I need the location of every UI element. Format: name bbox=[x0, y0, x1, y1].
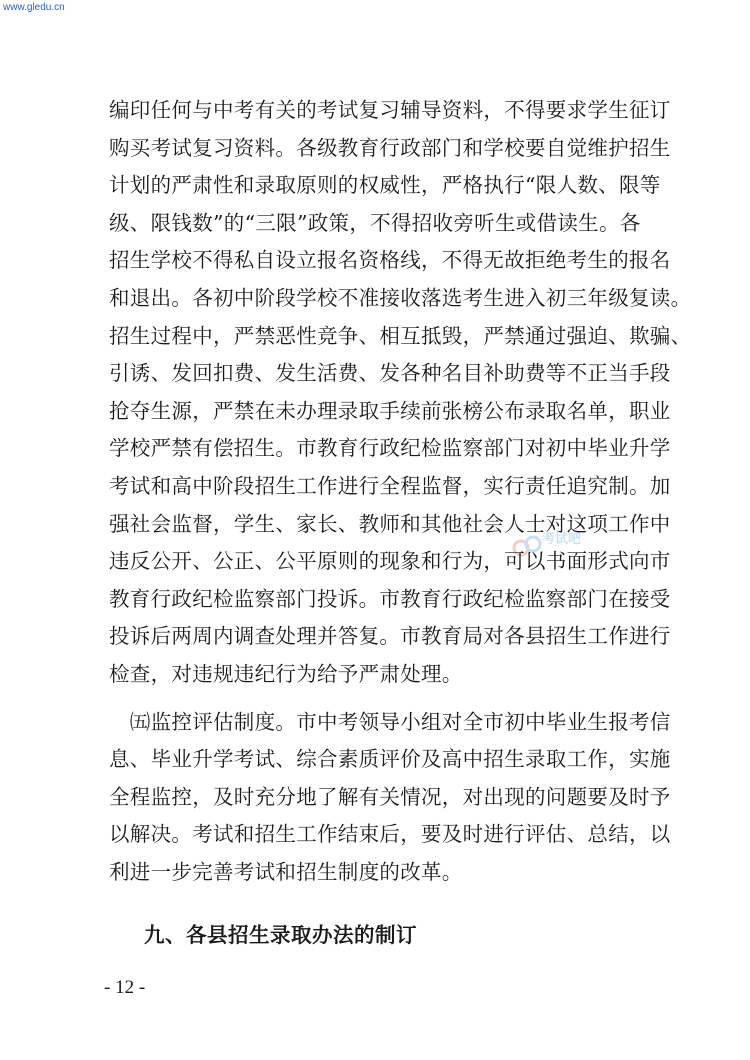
text-line: 息、毕业升学考试、综合素质评价及高中招生录取工作，实施 bbox=[109, 747, 671, 772]
text-line: 检查，对违规违纪行为给予严肃处理。 bbox=[109, 661, 463, 686]
text-line: 考试和高中阶段招生工作进行全程监督，实行责任追究制。加 bbox=[109, 473, 671, 498]
paragraph-1 bbox=[109, 92, 692, 694]
text-line: 违反公开、公正、公平原则的现象和行为，可以书面形式向市 bbox=[109, 549, 671, 574]
page-number: - 12 - bbox=[104, 977, 146, 998]
paragraph-spacer bbox=[109, 694, 649, 704]
text-line: 教育行政纪检监察部门投诉。市教育行政纪检监察部门在接受 bbox=[109, 586, 671, 611]
section-heading: 九、各县招生录取办法的制订 bbox=[144, 923, 417, 947]
text-line: 计划的严肃性和录取原则的权威性，严格执行“限人数、限等 bbox=[109, 173, 661, 198]
text-line: 购买考试复习资料。各级教育行政部门和学校要自觉维护招生 bbox=[109, 135, 671, 160]
text-line: 招生学校不得私自设立报名资格线，不得无故拒绝考生的报名 bbox=[109, 248, 671, 273]
text-line: 投诉后两周内调查处理并答复。市教育局对各县招生工作进行 bbox=[109, 624, 671, 649]
text-line: 强社会监督，学生、家长、教师和其他社会人士对这项工作中 bbox=[109, 511, 671, 536]
text-line: 抢夺生源，严禁在未办理录取手续前张榜公布录取名单，职业 bbox=[109, 398, 671, 423]
text-line: ㈤监控评估制度。市中考领导小组对全市初中毕业生报考信 bbox=[109, 709, 671, 734]
text-line: 级、限钱数”的“三限”政策，不得招收旁听生或借读生。各 bbox=[109, 210, 641, 235]
watermark-logo-text: 考试吧 bbox=[542, 532, 582, 547]
text-line: 招生过程中，严禁恶性竞争、相互抵毁，严禁通过强迫、欺骗、 bbox=[109, 323, 692, 348]
text-line: 利进一步完善考试和招生制度的改革。 bbox=[109, 859, 463, 884]
text-line: 全程监控，及时充分地了解有关情况，对出现的问题要及时予 bbox=[109, 784, 671, 809]
text-line: 学校严禁有偿招生。市教育行政纪检监察部门对初中毕业升学 bbox=[109, 436, 671, 461]
paragraph-2 bbox=[109, 704, 671, 892]
document-body bbox=[109, 92, 692, 891]
text-line: 引诱、发回扣费、发生活费、发各种名目补助费等不正当手段 bbox=[109, 361, 671, 386]
text-line: 以解决。考试和招生工作结束后，要及时进行评估、总结，以 bbox=[109, 822, 671, 847]
site-url: www.gledu.cn bbox=[3, 2, 65, 13]
text-line: 和退出。各初中阶段学校不准接收落选考生进入初三年级复读。 bbox=[109, 285, 692, 310]
text-line: 编印任何与中考有关的考试复习辅导资料，不得要求学生征订 bbox=[109, 98, 671, 122]
